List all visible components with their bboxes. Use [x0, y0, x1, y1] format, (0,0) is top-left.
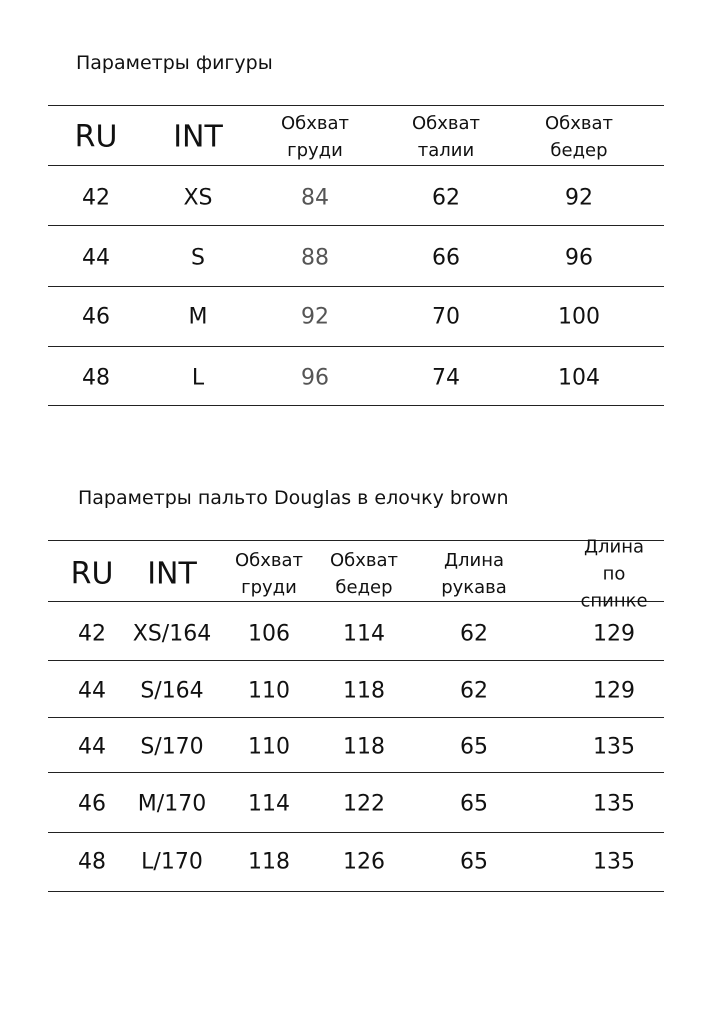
- table-cell: XS: [183, 185, 213, 211]
- column-header: Обхват груди: [280, 113, 350, 161]
- table1-title: Параметры фигуры: [76, 52, 273, 74]
- column-header: INT: [173, 119, 223, 155]
- column-header: Обхват бедер: [329, 550, 399, 598]
- column-header: Обхват бедер: [544, 113, 614, 161]
- column-header: Обхват груди: [234, 550, 304, 598]
- table-cell: 118: [343, 678, 385, 704]
- table-cell: 66: [432, 245, 460, 271]
- table-cell: 135: [593, 734, 635, 760]
- table-cell: 42: [78, 621, 106, 647]
- table-cell: 92: [301, 304, 329, 330]
- table2-title: Параметры пальто Douglas в елочку brown: [78, 487, 509, 509]
- table-cell: 114: [343, 621, 385, 647]
- table-cell: S: [191, 245, 205, 271]
- table-cell: 65: [460, 791, 488, 817]
- table-cell: 92: [565, 185, 593, 211]
- table-rule: [48, 891, 664, 892]
- table-cell: S/170: [140, 734, 204, 760]
- table-cell: 62: [460, 678, 488, 704]
- column-header: RU: [74, 119, 118, 155]
- table-cell: 44: [78, 678, 106, 704]
- table-rule: [48, 660, 664, 661]
- table-cell: 44: [82, 245, 110, 271]
- table-rule: [48, 772, 664, 773]
- table-cell: 114: [248, 791, 290, 817]
- table-cell: 106: [248, 621, 290, 647]
- table-cell: 110: [248, 678, 290, 704]
- column-header: Длина по спинке: [580, 536, 648, 612]
- table-cell: 126: [343, 849, 385, 875]
- column-header: Длина рукава: [441, 550, 507, 598]
- table-cell: 48: [82, 365, 110, 391]
- table-cell: 110: [248, 734, 290, 760]
- table-cell: XS/164: [132, 621, 212, 647]
- column-header: INT: [147, 556, 197, 592]
- table-cell: 100: [558, 304, 600, 330]
- table-cell: 118: [343, 734, 385, 760]
- table-rule: [48, 832, 664, 833]
- table-cell: 44: [78, 734, 106, 760]
- table-cell: 129: [593, 621, 635, 647]
- table-cell: 135: [593, 849, 635, 875]
- table-cell: 46: [78, 791, 106, 817]
- column-header: RU: [70, 556, 114, 592]
- table-cell: 46: [82, 304, 110, 330]
- table-cell: 74: [432, 365, 460, 391]
- table-cell: 118: [248, 849, 290, 875]
- table-rule: [48, 286, 664, 287]
- table-cell: 62: [460, 621, 488, 647]
- table-rule: [48, 405, 664, 406]
- table-rule: [48, 225, 664, 226]
- table-cell: 104: [558, 365, 600, 391]
- table-rule: [48, 105, 664, 106]
- table-cell: M: [188, 304, 208, 330]
- table-cell: 70: [432, 304, 460, 330]
- table-rule: [48, 717, 664, 718]
- table-cell: 122: [343, 791, 385, 817]
- table-cell: 65: [460, 734, 488, 760]
- table-cell: 62: [432, 185, 460, 211]
- table-cell: 88: [301, 245, 329, 271]
- table-rule: [48, 540, 664, 541]
- table-rule: [48, 346, 664, 347]
- table-cell: L: [191, 365, 205, 391]
- table-cell: M/170: [137, 791, 207, 817]
- table-cell: 96: [565, 245, 593, 271]
- table-cell: S/164: [140, 678, 204, 704]
- table-rule: [48, 165, 664, 166]
- table-cell: 135: [593, 791, 635, 817]
- table-rule: [48, 601, 664, 602]
- table-cell: L/170: [141, 849, 203, 875]
- table-cell: 48: [78, 849, 106, 875]
- column-header: Обхват талии: [411, 113, 481, 161]
- table-cell: 129: [593, 678, 635, 704]
- table-cell: 84: [301, 185, 329, 211]
- table-cell: 65: [460, 849, 488, 875]
- table-cell: 42: [82, 185, 110, 211]
- table-cell: 96: [301, 365, 329, 391]
